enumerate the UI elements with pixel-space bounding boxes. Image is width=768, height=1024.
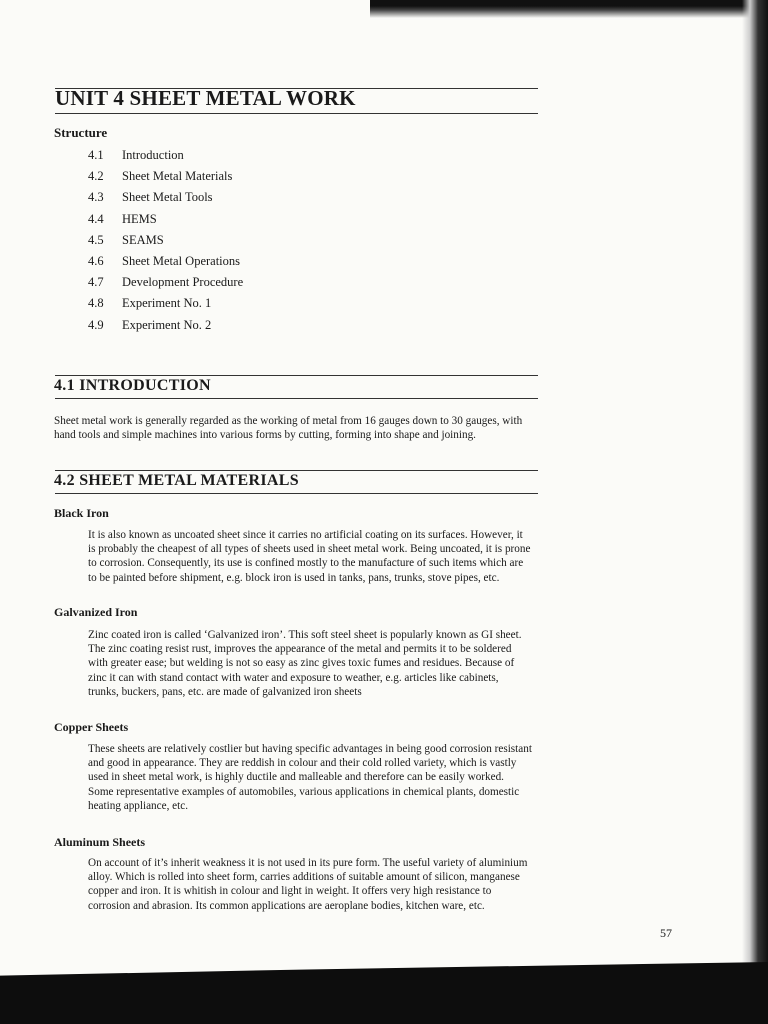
black-iron-heading: Black Iron (54, 506, 109, 520)
structure-item-number: 4.1 (88, 148, 104, 162)
scan-bottom-edge (0, 962, 768, 1024)
aluminum-sheets-paragraph: On account of it’s inherit weakness it is not used in its pure form. The useful variety of aluminium alloy. Which is rolled into sheet form, carries additions of suitable amount of silicon, manganese copper and iron. It is whitish in colour and light in weight. It offers very high resistance to corrosion and abrasion. Its common applications are aeroplane bodies, kitchen ware, etc. (88, 857, 528, 912)
materials-heading: 4.2 SHEET METAL MATERIALS (54, 472, 299, 489)
structure-item-label: Introduction (122, 148, 184, 162)
structure-item-label: HEMS (122, 211, 157, 226)
galvanized-iron-heading: Galvanized Iron (54, 605, 138, 619)
structure-item (88, 190, 388, 211)
structure-item-number: 4.6 (88, 253, 104, 268)
structure-item (88, 254, 388, 275)
structure-item-number: 4.5 (88, 232, 104, 247)
intro-paragraph: Sheet metal work is generally regarded as the working of metal from 16 gauges down to 30 gauges, with hand tools and simple machines into various forms by cutting, forming into shape and joining. (54, 415, 523, 442)
scan-right-edge (742, 0, 768, 965)
intro-top-rule (55, 375, 538, 376)
structure-item-number: 4.8 (88, 296, 104, 311)
structure-item (88, 212, 388, 233)
structure-heading: Structure (54, 125, 108, 140)
structure-item-label: Development Procedure (122, 275, 244, 290)
structure-item-label: Experiment No. 2 (122, 317, 212, 332)
intro-bottom-rule (55, 398, 538, 399)
copper-sheets-paragraph: These sheets are relatively costlier but having specific advantages in being good corrosion resistant and good in appearance. They are reddish in colour and their cold rolled variety, which is vastly used in sheet metal work, is highly ductile and malleable and therefore can be easily worked. Some representative examples of automobiles, various applications in chemical plants, domestic heating appliance, etc. (88, 743, 532, 812)
title-bottom-rule (55, 113, 538, 114)
intro-heading: 4.1 INTRODUCTION (54, 377, 211, 394)
unit-title: UNIT 4 SHEET METAL WORK (55, 86, 356, 110)
black-iron-paragraph: It is also known as uncoated sheet since it carries no artificial coating on its surfaces. However, it is probably the cheapest of all types of sheets used in sheet metal work. Being uncoated, it is prone to corrosion. Consequently, its use is confined mostly to the manufacture of such items which are to be painted before shipment, e.g. block iron is used in tanks, pans, trunks, stove pipes, etc. (88, 529, 531, 584)
structure-item (88, 148, 388, 169)
structure-item-number: 4.9 (88, 317, 104, 332)
aluminum-sheets-heading: Aluminum Sheets (54, 835, 146, 849)
structure-item (88, 233, 388, 254)
copper-sheets-heading: Copper Sheets (54, 720, 129, 734)
structure-item-number: 4.3 (88, 190, 104, 205)
page-number: 57 (660, 926, 672, 940)
structure-item-label: Sheet Metal Materials (122, 169, 233, 184)
galvanized-iron-paragraph: Zinc coated iron is called ‘Galvanized iron’. This soft steel sheet is popularly known as GI sheet. The zinc coating resist rust, improves the appearance of the metal and permits it to be soldered with greater ease; but welding is not so easy as zinc gives toxic fumes and residues. Because of zinc it can with stand contact with water and exposure to weather, e.g. articles like cabinets, trunks, buckers, pans, etc. are made of galvanized iron sheets (88, 629, 522, 698)
structure-item-label: Sheet Metal Operations (122, 253, 241, 268)
structure-item (88, 275, 388, 296)
materials-top-rule (55, 470, 538, 471)
structure-item (88, 169, 388, 190)
structure-item-number: 4.2 (88, 169, 104, 184)
scan-top-edge (370, 0, 768, 18)
structure-item-label: SEAMS (122, 232, 164, 247)
structure-item-label: Sheet Metal Tools (122, 190, 213, 205)
structure-item-number: 4.7 (88, 275, 104, 290)
structure-item-label: Experiment No. 1 (122, 296, 212, 311)
structure-item (88, 318, 388, 339)
structure-item-number: 4.4 (88, 211, 104, 226)
structure-list (88, 148, 388, 339)
structure-item (88, 296, 388, 317)
materials-bottom-rule (55, 493, 538, 494)
